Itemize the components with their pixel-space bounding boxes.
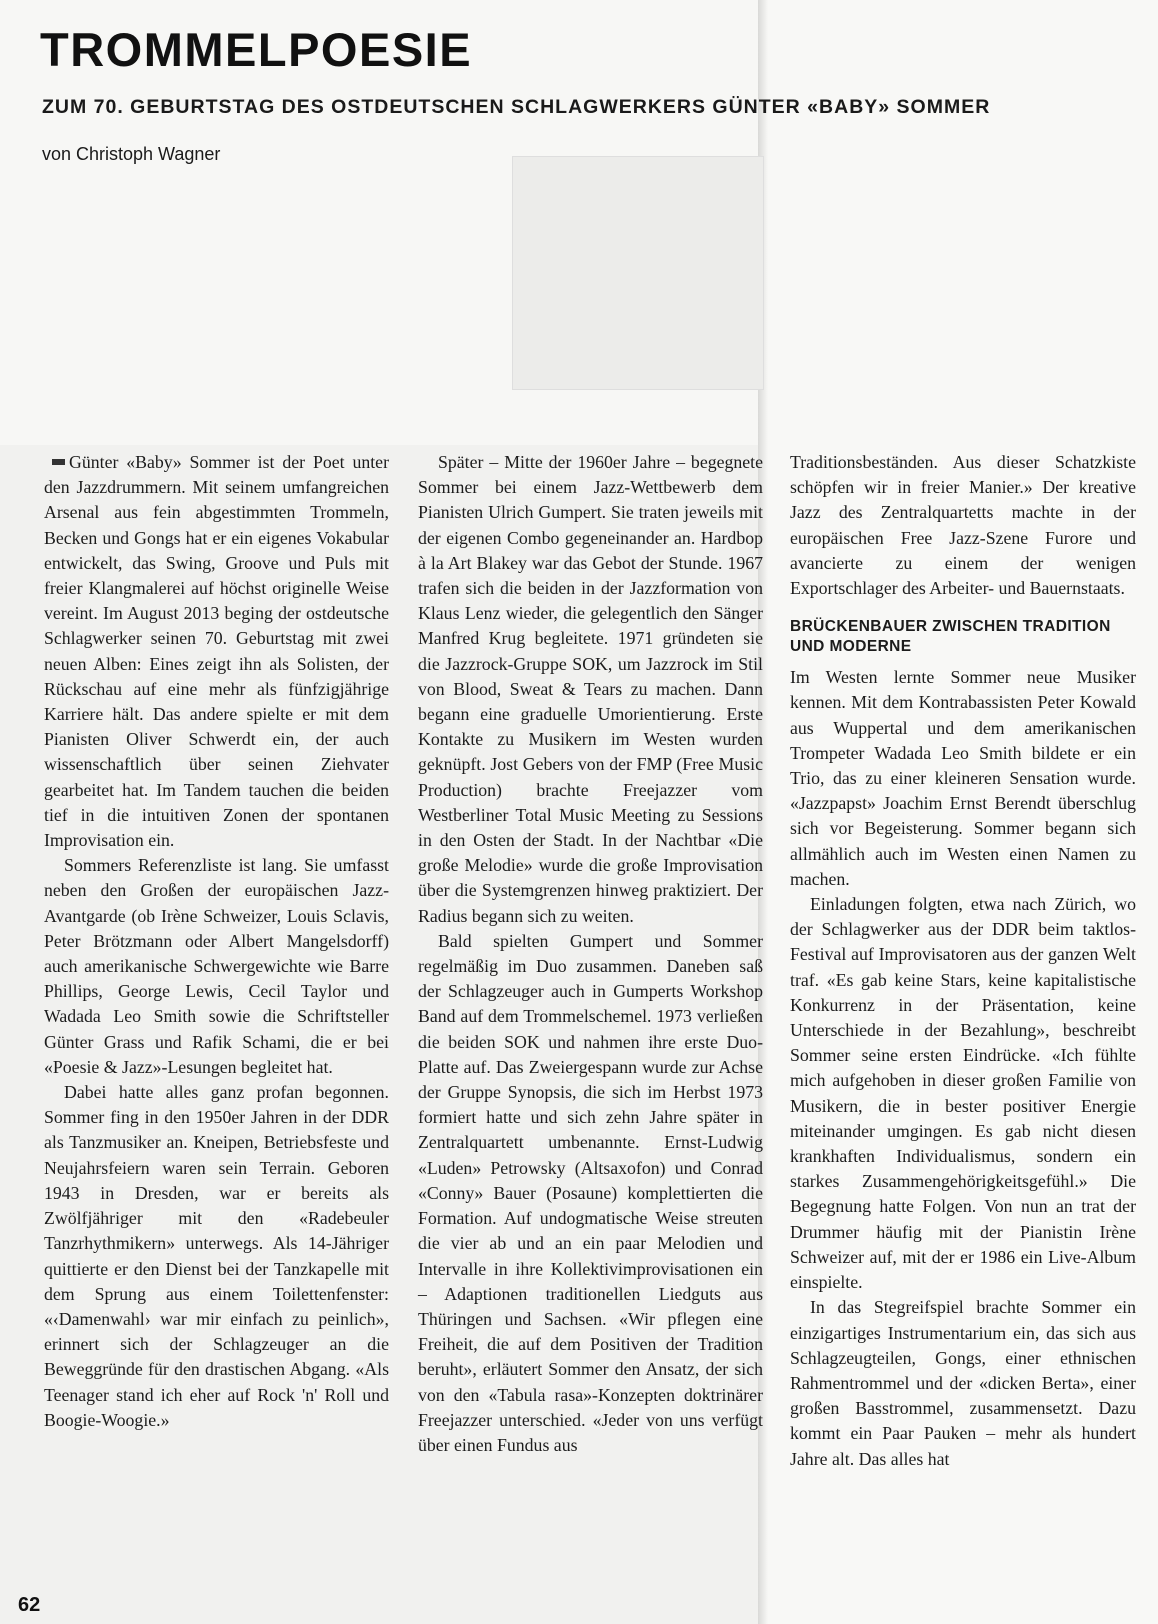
text-column-1 (44, 450, 389, 1433)
paragraph: Sommers Referenzliste ist lang. Sie umfasst neben den Großen der europäischen Jazz-Avantgarde (ob Irène Schweizer, Louis Sclavis, Peter Brötzmann oder Albert Mangelsdorff) auch amerikanische Schwergewichte wie Barre Phillips, George Lewis, Cecil Taylor und Wadada Leo Smith sowie die Schriftsteller Günter Grass und Rafik Schami, die er bei «Poesie & Jazz»-Lesungen begleitet hat. (44, 855, 389, 1077)
article-title: TROMMELPOESIE (40, 23, 473, 76)
article-subtitle: ZUM 70. GEBURTSTAG DES OSTDEUTSCHEN SCHLAGWERKERS GÜNTER «BABY» SOMMER (42, 96, 991, 118)
paragraph: In das Stegreifspiel brachte Sommer ein einzigartiges Instrumentarium ein, das sich aus Schlagzeugteilen, Gongs, einer ethnischen Rahmentrommel und der «dicken Berta», einer großen Basstrommel, zusammensetzt. Dazu kommt ein Paar Pauken – mehr als hundert Jahre alt. Das alles hat (790, 1297, 1136, 1469)
paragraph: Einladungen folgten, etwa nach Zürich, wo der Schlagwerker aus der DDR beim taktlos-Festival auf Improvisatoren aus der ganzen Welt traf. «Es gab keine Stars, keine kapitalistische Konkurrenz in der Präsentation, keine Unterschiede in der Bezahlung», beschreibt Sommer seine ersten Eindrücke. «Ich fühlte mich aufgehoben in dieser großen Familie von Musikern, die in bester positiver Energie miteinander umgingen. Es gab nicht diesen krankhaften Individualismus, sondern ein starkes Zusammengehörigkeitsgefühl.» Die Begegnung hatte Folgen. Von nun an trat der Drummer häufig mit der Pianistin Irène Schweizer auf, mit der er 1986 ein Live-Album einspielte. (790, 894, 1136, 1293)
paragraph: Traditionsbeständen. Aus dieser Schatzkiste schöpfen wir in freier Manier.» Der kreative Jazz des Zentralquartetts machte in der europäischen Free Jazz-Szene Furore und avancierte zu einem der wenigen Exportschlager des Arbeiter- und Bauernstaats. (790, 452, 1136, 599)
paragraph: Später – Mitte der 1960er Jahre – begegnete Sommer bei einem Jazz-Wettbewerb dem Pianisten Ulrich Gumpert. Sie traten jeweils mit der eigenen Combo gegeneinander an. Hardbop à la Art Blakey war das Gebot der Stunde. 1967 trafen sich die beiden in der Jazzformation von Klaus Lenz wieder, die gelegentlich den Sänger Manfred Krug begleitete. 1971 gründeten sie die Jazzrock-Gruppe SOK, um Jazzrock im Stil von Blood, Sweat & Tears zu machen. Dann begann eine graduelle Umorientierung. Erste Kontakte zu Musikern im Westen wurden geknüpft. Jost Gebers von der FMP (Free Music Production) brachte Freejazzer vom Westberliner Total Music Meeting zu Sessions in den Osten der Stadt. In der Nachtbar «Die große Melodie» wurde die große Improvisation über die Systemgrenzen hinweg praktiziert. Der Radius begann sich zu weiten. (418, 452, 763, 926)
article-byline: von Christoph Wagner (42, 144, 221, 164)
lead-square-icon (52, 459, 65, 465)
section-heading: BRÜCKENBAUER ZWISCHEN TRADITION UND MODERNE (790, 618, 1111, 656)
paragraph: Bald spielten Gumpert und Sommer regelmäßig im Duo zusammen. Daneben saß der Schlagzeuger auch in Gumperts Workshop Band auf dem Trommelschemel. 1973 verließen die beiden SOK und nahmen ihre erste Duo-Platte auf. Das Zweiergespann wurde zur Achse der Gruppe Synopsis, die sich im Herbst 1973 formiert hatte und sich zehn Jahre später in Zentralquartett umbenannte. Ernst-Ludwig «Luden» Petrowsky (Altsaxofon) und Conrad «Conny» Bauer (Posaune) komplettierten die Formation. Auf undogmatische Weise streuten die vier ab und an ein paar Melodien und Intervalle in ihre Kollektivimprovisationen ein – Adaptionen traditionellen Liedguts aus Thüringen und Sachsen. «Wir pflegen eine Freiheit, die auf dem Positiven der Tradition beruht», erläutert Sommer den Ansatz, der sich von den «Tabula rasa»-Konzepten doktrinärer Freejazzer unterschied. «Jeder von uns verfügt über einen Fundus aus (418, 930, 763, 1455)
text-column-2 (418, 450, 763, 1458)
paragraph (44, 450, 389, 853)
paragraph: Im Westen lernte Sommer neue Musiker kennen. Mit dem Kontrabassisten Peter Kowald aus Wuppertal und dem amerikanischen Trompeter Wadada Leo Smith bildete er ein Trio, das zu einer kleineren Sensation wurde. «Jazzpapst» Joachim Ernst Berendt überschlug sich vor Begeisterung. Sommer begann sich allmählich auch im Westen einen Namen zu machen. (790, 667, 1136, 889)
page-number: 62 (18, 1594, 41, 1616)
text-column-3 (790, 450, 1136, 1472)
paragraph-text: Günter «Baby» Sommer ist der Poet unter den Jazzdrummern. Mit seinem umfangreichen Arsenal aus fein abgestimmten Trommeln, Becken und Gongs hat er ein eigenes Vokabular entwickelt, das Swing, Groove und Puls mit freier Klangmalerei auf höchst originelle Weise vereint. Im August 2013 beging der ostdeutsche Schlagwerker seinen 70. Geburtstag mit zwei neuen Alben: Eines zeigt ihn als Solisten, der Rückschau auf eine mehr als fünfzigjährige Karriere hält. Das andere spielte er mit dem Pianisten Oliver Schwerdt ein, der auch wissenschaftlich über seinen Ziehvater gearbeitet hat. Im Tandem tauchen die beiden tief in die intuitiven Zonen der spontanen Improvisation ein. (44, 452, 389, 851)
show-through-cd-cover (512, 156, 764, 390)
paragraph: Dabei hatte alles ganz profan begonnen. Sommer fing in den 1950er Jahren in der DDR als Tanzmusiker an. Kneipen, Betriebsfeste und Neujahrsfeiern waren sein Terrain. Geboren 1943 in Dresden, war er bereits als Zwölfjähriger mit den «Radebeuler Tanzrhythmikern» unterwegs. Als 14-Jähriger quittierte er den Dienst bei der Tanzkapelle mit dem Sprung aus einem Toilettenfenster: «‹Damenwahl› war mir einfach zu peinlich», erinnert sich der Schlagzeuger an die Beweggründe für den drastischen Abgang. «Als Teenager stand ich eher auf Rock 'n' Roll und Boogie-Woogie.» (44, 1082, 389, 1430)
